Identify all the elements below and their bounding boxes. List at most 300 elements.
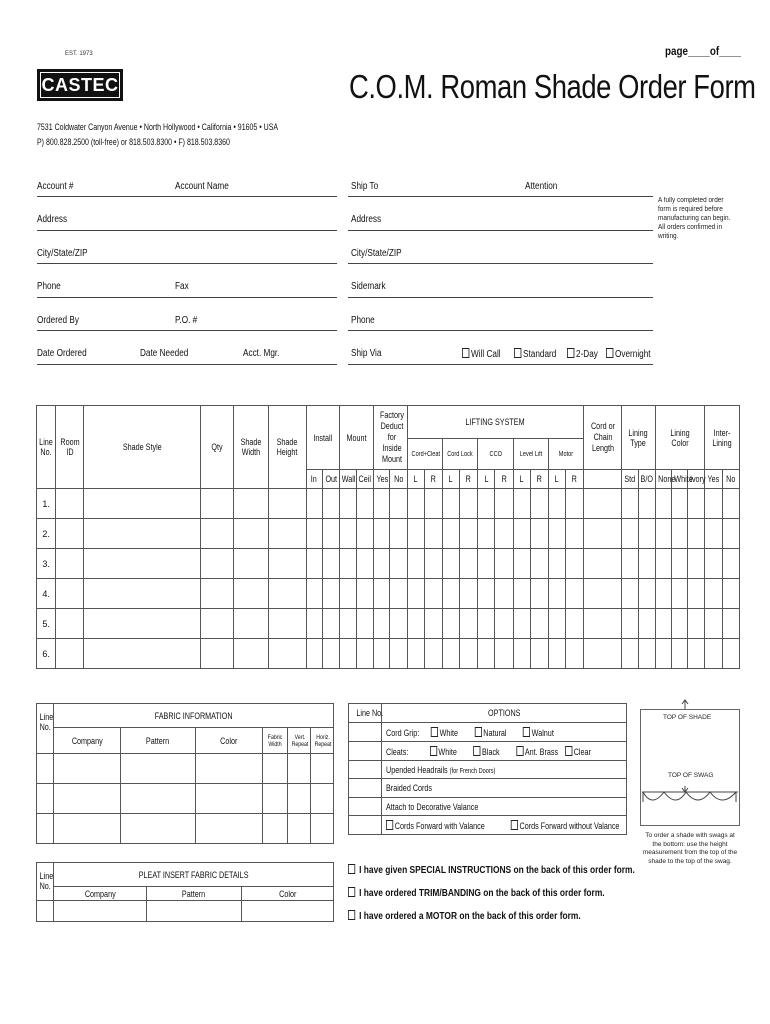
cord-grip-walnut[interactable]: Walnut	[523, 728, 554, 738]
cleat-ant-brass[interactable]: Ant. Brass	[516, 747, 558, 757]
order-cell[interactable]	[672, 579, 688, 609]
fabric-cell[interactable]	[121, 784, 196, 814]
ship-overnight[interactable]: Overnight	[606, 348, 651, 360]
order-cell[interactable]	[705, 519, 722, 549]
order-cell[interactable]	[233, 579, 268, 609]
fabric-col-pattern: Pattern	[121, 728, 196, 754]
order-cell[interactable]	[269, 549, 306, 579]
order-cell[interactable]	[495, 549, 513, 579]
castec-logo	[37, 69, 123, 101]
option-braided-cords: Braided Cords	[382, 779, 627, 798]
cleat-black[interactable]: Black	[473, 747, 499, 757]
address-label-right: Address	[351, 214, 382, 225]
order-cell[interactable]	[460, 519, 478, 549]
order-cell[interactable]	[390, 519, 407, 549]
order-cell[interactable]	[306, 579, 322, 609]
fabric-cell[interactable]	[54, 784, 121, 814]
order-cell[interactable]	[442, 609, 459, 639]
order-cell[interactable]	[339, 549, 356, 579]
order-cell[interactable]	[442, 519, 459, 549]
option-cords-forward	[382, 816, 627, 835]
order-cell[interactable]	[705, 639, 722, 669]
order-cell[interactable]	[513, 519, 530, 549]
cleat-white[interactable]: White	[430, 747, 457, 757]
fabric-cell[interactable]	[263, 814, 288, 844]
sub-r: R	[530, 470, 548, 489]
order-cell[interactable]	[374, 489, 390, 519]
order-cell[interactable]	[672, 609, 688, 639]
order-row	[37, 519, 740, 549]
order-cell[interactable]	[722, 609, 739, 639]
order-cell[interactable]	[357, 549, 374, 579]
order-cell[interactable]	[56, 579, 84, 609]
phone-label-left: Phone	[37, 281, 61, 292]
order-cell[interactable]	[269, 609, 306, 639]
order-row	[37, 579, 740, 609]
order-cell[interactable]	[84, 579, 200, 609]
order-cell[interactable]	[442, 549, 459, 579]
order-cell[interactable]	[495, 639, 513, 669]
order-cell[interactable]	[478, 639, 495, 669]
order-cell[interactable]	[548, 549, 565, 579]
order-cell[interactable]	[655, 609, 671, 639]
checkbox-icon	[431, 727, 438, 737]
order-cell[interactable]	[322, 489, 339, 519]
order-cell[interactable]	[705, 579, 722, 609]
order-cell[interactable]	[84, 609, 200, 639]
order-cell[interactable]	[407, 549, 424, 579]
pleat-col-company: Company	[54, 887, 147, 901]
order-cell[interactable]	[688, 489, 705, 519]
order-cell[interactable]	[530, 549, 548, 579]
order-cell[interactable]	[548, 489, 565, 519]
fabric-cell[interactable]	[196, 754, 263, 784]
order-cell[interactable]	[584, 579, 621, 609]
order-cell[interactable]	[322, 639, 339, 669]
order-cell[interactable]	[374, 609, 390, 639]
city-state-zip-left: City/State/ZIP	[37, 248, 88, 259]
order-cell[interactable]	[442, 639, 459, 669]
option-upended-headrails: Upended Headrails (for French Doors)	[382, 761, 627, 779]
order-cell[interactable]	[495, 579, 513, 609]
order-cell[interactable]	[339, 489, 356, 519]
order-cell[interactable]	[513, 609, 530, 639]
options-table	[348, 703, 627, 835]
fabric-row	[37, 784, 334, 814]
order-cell[interactable]	[84, 549, 200, 579]
order-cell[interactable]	[84, 489, 200, 519]
order-cell[interactable]	[655, 549, 671, 579]
ship-will-call[interactable]: Will Call	[462, 348, 501, 360]
order-cell[interactable]	[374, 519, 390, 549]
po-label: P.O. #	[175, 315, 198, 326]
order-cell[interactable]	[407, 489, 424, 519]
order-cell[interactable]	[672, 639, 688, 669]
order-cell[interactable]	[339, 519, 356, 549]
fabric-cell[interactable]	[288, 814, 311, 844]
options-line-cell[interactable]	[349, 779, 382, 798]
options-line-cell[interactable]	[349, 723, 382, 742]
order-cell[interactable]	[688, 639, 705, 669]
order-cell[interactable]	[548, 609, 565, 639]
order-cell[interactable]	[306, 519, 322, 549]
order-cell[interactable]	[638, 489, 655, 519]
fabric-cell[interactable]	[121, 754, 196, 784]
fabric-cell[interactable]	[37, 784, 54, 814]
order-cell[interactable]	[688, 519, 705, 549]
order-cell[interactable]	[200, 489, 233, 519]
order-cell[interactable]	[357, 519, 374, 549]
options-line-cell[interactable]	[349, 798, 382, 816]
city-state-zip-right: City/State/ZIP	[351, 248, 402, 259]
order-cell[interactable]	[530, 609, 548, 639]
order-cell[interactable]	[548, 519, 565, 549]
order-cell[interactable]	[584, 639, 621, 669]
order-cell[interactable]	[233, 519, 268, 549]
order-cell[interactable]	[722, 639, 739, 669]
order-cell[interactable]	[306, 609, 322, 639]
account-number-label: Account #	[37, 181, 74, 192]
fabric-cell[interactable]	[311, 784, 334, 814]
order-cell[interactable]	[621, 639, 638, 669]
col-lining-type: Lining Type	[621, 406, 655, 470]
order-cell[interactable]	[269, 639, 306, 669]
swag-caption: To order a shade with swags at the bottom: use the height measurement from the top of the shade to the top of the swag.	[642, 832, 738, 865]
order-cell[interactable]	[705, 609, 722, 639]
sub-wall: Wall	[339, 470, 356, 489]
top-of-swag-label: TOP OF SWAG	[668, 772, 714, 779]
order-cell[interactable]	[655, 639, 671, 669]
col-qty: Qty	[200, 406, 233, 489]
order-cell[interactable]	[672, 489, 688, 519]
date-needed-label: Date Needed	[140, 348, 189, 359]
order-cell[interactable]	[374, 549, 390, 579]
order-cell[interactable]	[269, 519, 306, 549]
order-cell[interactable]	[584, 609, 621, 639]
order-cell[interactable]	[56, 489, 84, 519]
order-cell[interactable]	[322, 549, 339, 579]
order-cell[interactable]	[655, 489, 671, 519]
lift-level-lift: Level Lift	[513, 439, 548, 470]
pleat-cell[interactable]	[147, 901, 242, 922]
order-cell[interactable]	[638, 639, 655, 669]
motor-check[interactable]: I have ordered a MOTOR on the back of this order form.	[348, 910, 581, 922]
order-cell[interactable]	[407, 519, 424, 549]
order-cell[interactable]	[688, 609, 705, 639]
sub-l: L	[407, 470, 424, 489]
fax-label: Fax	[175, 281, 189, 292]
fabric-cell[interactable]	[37, 754, 54, 784]
order-cell[interactable]	[390, 489, 407, 519]
sub-in: In	[306, 470, 322, 489]
order-cell[interactable]	[584, 489, 621, 519]
order-cell[interactable]	[424, 579, 442, 609]
fabric-cell[interactable]	[311, 814, 334, 844]
fabric-cell[interactable]	[37, 814, 54, 844]
col-cord-chain-length: Cord or Chain Length	[584, 406, 621, 470]
top-of-shade-label: TOP OF SHADE	[663, 714, 712, 721]
col-lifting-system: LIFTING SYSTEM	[407, 406, 584, 439]
fabric-cell[interactable]	[263, 784, 288, 814]
options-line-cell[interactable]	[349, 742, 382, 761]
checkbox-icon	[348, 864, 355, 874]
order-cell[interactable]	[513, 489, 530, 519]
lift-motor: Motor	[548, 439, 583, 470]
order-cell[interactable]	[322, 519, 339, 549]
order-cell[interactable]	[339, 639, 356, 669]
order-cell[interactable]	[424, 489, 442, 519]
order-cell[interactable]	[495, 519, 513, 549]
sub-ceil: Ceil	[357, 470, 374, 489]
order-cell[interactable]	[424, 609, 442, 639]
order-cell[interactable]	[460, 609, 478, 639]
pleat-insert-table	[36, 862, 334, 922]
order-cell[interactable]	[200, 609, 233, 639]
company-phone-fax: P) 800.828.2500 (toll-free) or 818.503.8300 • F) 818.503.8360	[37, 137, 230, 147]
order-cell[interactable]	[478, 519, 495, 549]
order-cell[interactable]	[322, 579, 339, 609]
order-cell[interactable]	[306, 489, 322, 519]
form-title: C.O.M. Roman Shade Order Form	[349, 68, 756, 105]
order-cell[interactable]	[424, 519, 442, 549]
order-cell[interactable]	[638, 579, 655, 609]
pleat-col-line: Line No.	[37, 863, 54, 901]
order-cell[interactable]	[548, 579, 565, 609]
order-cell[interactable]	[478, 579, 495, 609]
order-cell[interactable]	[584, 549, 621, 579]
checkbox-icon	[430, 746, 437, 756]
pleat-cell[interactable]	[37, 901, 54, 922]
company-address: 7531 Coldwater Canyon Avenue • North Hollywood • California • 91605 • USA	[37, 122, 279, 132]
order-cell[interactable]	[655, 579, 671, 609]
order-cell[interactable]	[269, 579, 306, 609]
sub-out: Out	[322, 470, 339, 489]
order-cell[interactable]	[530, 639, 548, 669]
order-cell[interactable]	[638, 519, 655, 549]
order-cell[interactable]	[495, 489, 513, 519]
order-cell[interactable]	[566, 549, 584, 579]
order-cell[interactable]	[357, 579, 374, 609]
order-cell[interactable]	[566, 609, 584, 639]
checkbox-icon	[514, 348, 521, 358]
order-cell[interactable]	[407, 639, 424, 669]
fabric-cell[interactable]	[196, 784, 263, 814]
checkbox-icon	[511, 820, 518, 830]
order-cell[interactable]	[56, 549, 84, 579]
order-cell[interactable]	[374, 639, 390, 669]
order-cell[interactable]	[513, 579, 530, 609]
order-cell[interactable]	[390, 639, 407, 669]
fabric-cell[interactable]	[54, 754, 121, 784]
pleat-col-pattern: Pattern	[147, 887, 242, 901]
acct-mgr-label: Acct. Mgr.	[243, 348, 280, 359]
special-instructions-check[interactable]: I have given SPECIAL INSTRUCTIONS on the back of this order form.	[348, 864, 635, 876]
sub-std: Std	[621, 470, 638, 489]
order-row	[37, 639, 740, 669]
order-cell[interactable]	[513, 639, 530, 669]
order-cell[interactable]	[442, 579, 459, 609]
order-cell[interactable]	[478, 549, 495, 579]
order-cell[interactable]	[705, 489, 722, 519]
option-cleats: Cleats: White Black Ant. Brass Clear	[382, 742, 627, 761]
lift-cord-cleat: Cord+Cleat	[407, 439, 442, 470]
trim-banding-check[interactable]: I have ordered TRIM/BANDING on the back of this order form.	[348, 887, 605, 899]
order-cell[interactable]	[722, 549, 739, 579]
fabric-cell[interactable]	[288, 784, 311, 814]
pleat-cell[interactable]	[242, 901, 334, 922]
order-cell[interactable]	[407, 579, 424, 609]
page-of-field[interactable]: page____of____	[665, 44, 742, 58]
checkbox-icon	[473, 746, 480, 756]
order-cell[interactable]	[566, 579, 584, 609]
ship-standard[interactable]: Standard	[514, 348, 556, 360]
order-cell[interactable]	[621, 549, 638, 579]
order-cell[interactable]	[407, 609, 424, 639]
order-cell[interactable]	[357, 609, 374, 639]
order-cell[interactable]	[390, 549, 407, 579]
cleat-clear[interactable]: Clear	[565, 747, 591, 757]
cord-grip-natural[interactable]: Natural	[474, 728, 506, 738]
order-cell[interactable]	[495, 609, 513, 639]
order-row	[37, 549, 740, 579]
order-cell[interactable]	[84, 519, 200, 549]
order-cell[interactable]	[233, 489, 268, 519]
checkbox-icon	[348, 887, 355, 897]
order-cell[interactable]	[306, 549, 322, 579]
sub-r: R	[495, 470, 513, 489]
phone-label-right: Phone	[351, 315, 375, 326]
order-cell[interactable]	[655, 519, 671, 549]
order-cell[interactable]	[424, 639, 442, 669]
order-cell[interactable]	[621, 489, 638, 519]
order-cell[interactable]	[530, 579, 548, 609]
checkbox-icon	[606, 348, 613, 358]
fabric-cell[interactable]	[54, 814, 121, 844]
options-line-cell[interactable]	[349, 761, 382, 779]
fabric-cell[interactable]	[311, 754, 334, 784]
sub-r: R	[424, 470, 442, 489]
order-cell[interactable]	[56, 639, 84, 669]
fabric-cell[interactable]	[121, 814, 196, 844]
order-cell[interactable]	[722, 519, 739, 549]
order-cell[interactable]	[548, 639, 565, 669]
order-cell[interactable]	[269, 489, 306, 519]
options-title: OPTIONS	[382, 704, 627, 723]
cords-forward-with-valance[interactable]: Cords Forward with Valance	[386, 821, 485, 831]
fabric-cell[interactable]	[196, 814, 263, 844]
order-cell[interactable]	[460, 549, 478, 579]
order-cell[interactable]	[566, 489, 584, 519]
order-cell[interactable]	[56, 609, 84, 639]
pleat-col-color: Color	[242, 887, 334, 901]
order-cell[interactable]	[306, 639, 322, 669]
sub-no: No	[722, 470, 739, 489]
order-cell[interactable]	[478, 609, 495, 639]
fabric-col-company: Company	[54, 728, 121, 754]
order-cell[interactable]	[460, 579, 478, 609]
order-cell[interactable]	[530, 489, 548, 519]
sub-r: R	[566, 470, 584, 489]
order-cell[interactable]	[460, 489, 478, 519]
order-cell[interactable]	[442, 489, 459, 519]
option-cord-grip: Cord Grip: White Natural Walnut	[382, 723, 627, 742]
order-cell[interactable]	[200, 519, 233, 549]
checkbox-icon	[386, 820, 393, 830]
order-cell[interactable]	[621, 579, 638, 609]
cords-forward-without-valance[interactable]: Cords Forward without Valance	[511, 821, 620, 831]
pleat-title: PLEAT INSERT FABRIC DETAILS	[54, 863, 334, 887]
order-cell[interactable]	[672, 519, 688, 549]
order-cell[interactable]	[584, 519, 621, 549]
order-cell[interactable]	[357, 489, 374, 519]
order-cell[interactable]	[621, 609, 638, 639]
sub-l: L	[548, 470, 565, 489]
col-shade-style: Shade Style	[84, 406, 200, 489]
order-cell[interactable]	[705, 549, 722, 579]
order-cell[interactable]	[688, 549, 705, 579]
ship-2-day[interactable]: 2-Day	[567, 348, 598, 360]
order-cell[interactable]	[638, 609, 655, 639]
order-cell[interactable]	[390, 579, 407, 609]
order-cell[interactable]	[688, 579, 705, 609]
order-cell[interactable]	[233, 549, 268, 579]
order-cell[interactable]	[513, 549, 530, 579]
order-cell[interactable]	[56, 519, 84, 549]
cord-grip-white[interactable]: White	[431, 728, 458, 738]
checkbox-icon	[565, 746, 572, 756]
order-cell[interactable]	[722, 489, 739, 519]
order-cell[interactable]	[478, 489, 495, 519]
order-cell[interactable]	[566, 519, 584, 549]
order-cell[interactable]	[84, 639, 200, 669]
order-cell[interactable]	[460, 639, 478, 669]
order-cell[interactable]	[530, 519, 548, 549]
sidemark-label: Sidemark	[351, 281, 386, 292]
order-cell[interactable]	[566, 639, 584, 669]
fabric-cell[interactable]	[263, 754, 288, 784]
order-cell[interactable]	[339, 579, 356, 609]
order-row	[37, 609, 740, 639]
pleat-cell[interactable]	[54, 901, 147, 922]
swag-curves	[643, 792, 736, 800]
options-line-cell[interactable]	[349, 816, 382, 835]
col-factory-deduct: Factory Deduct for Inside Mount	[374, 406, 407, 470]
order-cell[interactable]	[357, 639, 374, 669]
order-cell[interactable]	[322, 609, 339, 639]
order-cell[interactable]	[200, 549, 233, 579]
order-cell[interactable]	[233, 639, 268, 669]
established-year: EST. 1973	[65, 51, 93, 57]
checkbox-icon	[474, 727, 481, 737]
order-cell[interactable]	[672, 549, 688, 579]
order-note: A fully completed order form is required before manufacturing can begin. All orders confirmed in writing.	[658, 197, 731, 240]
order-cell[interactable]	[390, 609, 407, 639]
order-cell[interactable]	[638, 549, 655, 579]
order-cell[interactable]	[339, 609, 356, 639]
order-cell[interactable]	[200, 639, 233, 669]
options-col-line: Line No.	[349, 704, 382, 723]
fabric-cell[interactable]	[288, 754, 311, 784]
order-cell[interactable]	[722, 579, 739, 609]
order-cell[interactable]	[621, 519, 638, 549]
order-cell[interactable]	[374, 579, 390, 609]
order-cell[interactable]	[200, 579, 233, 609]
row-number: 5.	[37, 609, 56, 639]
order-cell[interactable]	[233, 609, 268, 639]
order-cell[interactable]	[424, 549, 442, 579]
sub-r: R	[460, 470, 478, 489]
sub-no: No	[390, 470, 407, 489]
